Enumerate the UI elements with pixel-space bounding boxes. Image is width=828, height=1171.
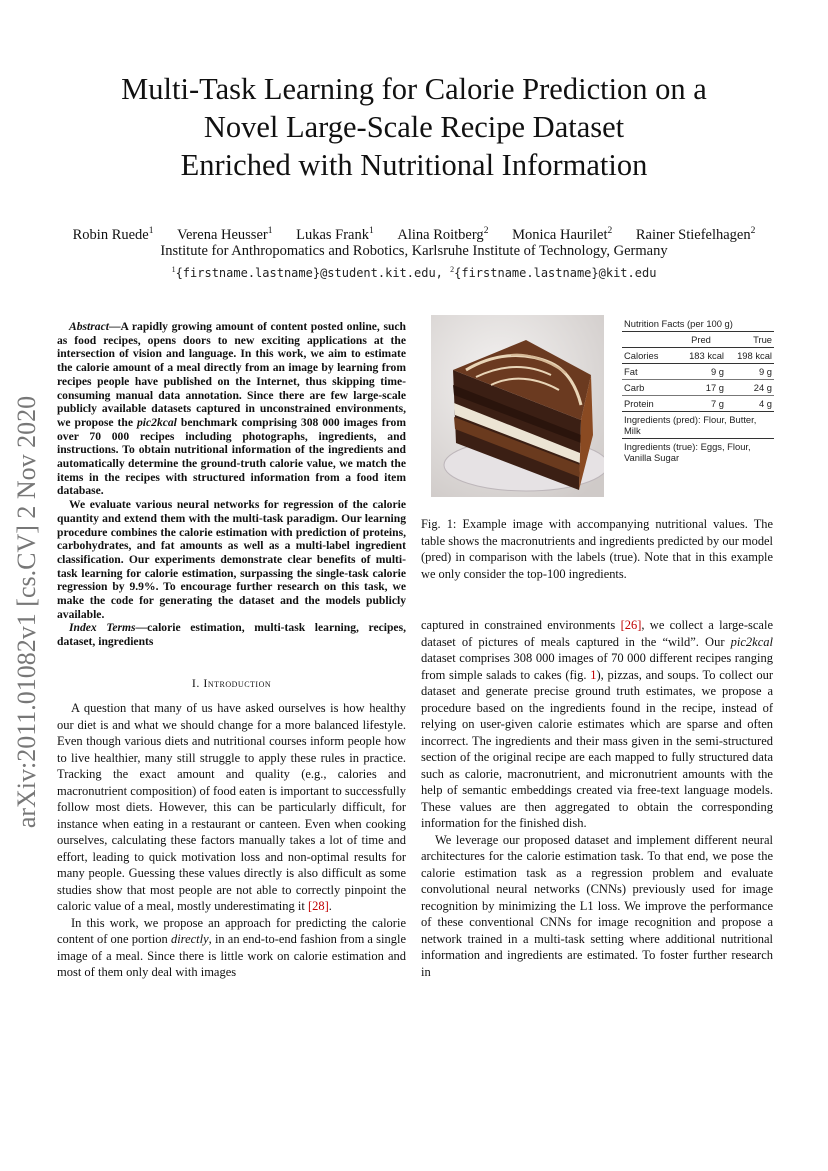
table-row: Calories 183 kcal 198 kcal	[622, 348, 774, 364]
figure-caption: Fig. 1: Example image with accompanying nutritional values. The table shows the macronutrients and ingredients predicted by our model (pred) in comparison with the labels (true). Note that in this example we only consider the top-100 ingredients.	[421, 517, 773, 581]
column-header-pred: Pred	[676, 332, 726, 348]
affiliation: Institute for Anthropomatics and Robotics, Karlsruhe Institute of Technology, Germany	[160, 243, 668, 259]
author: Verena Heusser$^1$	[177, 226, 273, 243]
author: Rainer Stiefelhagen$^2$	[635, 226, 756, 243]
citation-link[interactable]: [28]	[307, 899, 329, 913]
column-header-true: True	[726, 332, 774, 348]
abstract-paragraph: We evaluate various neural networks for regression of the calorie quantity and extend them with the multi-task paradigm. Our learning procedure combines the calorie estimation with prediction of proteins, carbohydrates, and fat amounts as well as a multi-label ingredient classification. Our experiments demonstrate clear benefits of multi-task learning for calorie estimation, surpassing the single-task calorie regression by 9.9%. To encourage further research on this task, we make the code for generating the dataset and the models publicly available.	[57, 498, 406, 621]
table-row: Carb 17 g 24 g	[622, 380, 774, 396]
cake-illustration	[431, 315, 604, 497]
arxiv-identifier: arXiv:2011.01082v1 [cs.CV] 2 Nov 2020	[12, 395, 41, 829]
figure-reference-link[interactable]: 1	[590, 667, 597, 682]
section-heading: I. Introduction	[191, 676, 272, 690]
table-row: Protein 7 g 4 g	[622, 396, 774, 412]
ingredients-predicted: Ingredients (pred): Flour, Butter, Milk	[622, 412, 774, 439]
introduction-text	[57, 700, 406, 981]
abstract-paragraph: Abstract—A rapidly growing amount of content posted online, such as food recipes, opens doors to new exciting applications at the intersection of vision and language. In this work, we aim to estimate the calorie amount of a meal directly from an image by learning from recipes people have published on the Internet, thus skipping time-consuming manual data annotation. Since there are few large-scale publicly available datasets captured in unconstrained environments, we propose the pic2kcal benchmark comprising 308 000 images from over 70 000 recipes including photographs, ingredients, and instructions. To obtain nutritional information of the ingredients and automatically determine the ground-truth calorie value, we match the items in the recipes with structured information from a food item database.	[57, 320, 406, 498]
body-paragraph: We leverage our proposed dataset and implement different neural architectures for the calorie estimation task. To that end, we pose the calorie estimation task as a regression problem and evaluate convolutional neural networks (CNNs) previously used for image recognition by minimizing the L1 loss. We improve the performance of these conventional CNNs for image recognition and propose a network trained in a multi-task setting where additional nutritional information and ingredients are estimated. To foster further research in	[421, 832, 773, 979]
cake-photo	[431, 315, 604, 497]
title-line-2: Novel Large-Scale Recipe Dataset	[203, 110, 625, 144]
author: Alina Roitberg$^2$	[397, 226, 489, 243]
body-paragraph: captured in constrained environments [26], we collect a large-scale dataset of pictures of meals captured in the “wild”. Our pic2kcal dataset comprises 308 000 images of 70 000 different recipes ranging from simple salads to cakes (fig. 1), pizzas, and soups. To collect our dataset and generate precise ground truth estimates, we propose a procedure based on the ingredients found in the recipe, instead of relying on user-given calorie estimates which are sparse and often incorrect. The ingredients and their mass given in the semi-structured section of the original recipe are each mapped to fully structured data such as calorie, macronutrient, and micronutrient amounts with the help of semantic embeddings created via free-text language models. These values are then aggregated to obtain the corresponding information for the finished dish.	[421, 618, 773, 830]
index-terms: Index Terms—calorie estimation, multi-task learning, recipes, dataset, ingredients	[57, 621, 406, 649]
table-title: Nutrition Facts (per 100 g)	[622, 316, 774, 332]
author: Robin Ruede$^1$	[72, 226, 154, 243]
author-emails: $^1${firstname.lastname}@student.kit.edu, $^2${firstname.lastname}@kit.edu	[171, 265, 657, 280]
citation-link[interactable]: [26]	[620, 618, 642, 632]
nutrition-facts-table	[622, 316, 774, 465]
ingredients-true: Ingredients (true): Eggs, Flour, Vanilla Sugar	[622, 439, 774, 466]
author: Monica Haurilet$^2$	[512, 226, 613, 243]
author: Lukas Frank$^1$	[296, 226, 374, 243]
title-line-3: Enriched with Nutritional Information	[180, 148, 648, 182]
table-row: Fat 9 g 9 g	[622, 364, 774, 380]
title-line-1: Multi-Task Learning for Calorie Prediction on a	[121, 72, 707, 106]
body-paragraph: In this work, we propose an approach for predicting the calorie content of one portion directly, in an end-to-end fashion from a single image of a meal. Since there is little work on calorie estimation and most of them only deal with images	[57, 915, 406, 979]
right-column-text	[421, 617, 773, 980]
body-paragraph: A question that many of us have asked ourselves is how healthy our diet is and what we should change for a more balanced lifestyle. Even though various diets and nutritional courses inform people how to live healthier, many still struggle to apply these rules in practice. Tracking the exact amount and quality (e.g., calories and macronutrient composition) of food eaten is important to successfully follow most diets. However, this can be particularly difficult, for instance when eating in a restaurant or canteen. Even when cooking ourselves, calculating these factors manually takes a lot of time and effort, leading to quick motivation loss and non-optimal results for many people. Guessing these values directly is also difficult as some studies show that most people are not able to correctly pinpoint the caloric value of a meal, mostly underestimating it [28].	[57, 701, 406, 913]
abstract	[57, 320, 406, 649]
paper-title	[60, 70, 768, 184]
